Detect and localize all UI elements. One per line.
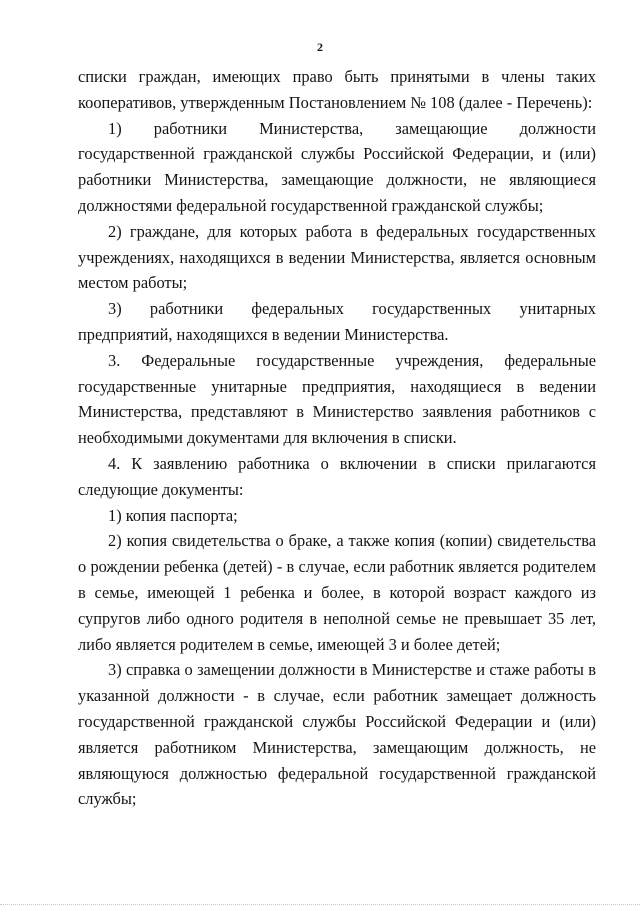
- paragraph-document-1-passport: 1) копия паспорта;: [108, 505, 238, 525]
- paragraph-document-3-reference: 3) справка о замещении должности в Министерстве и стаже работы в указанной должности - в случае, если работник замещает должность государственной гражданской службы Российской Федерации и (или) является работником Министерства, замещающим должность, не являющуюся должностью федеральной государственной гражданской службы;: [78, 660, 596, 809]
- paragraph-list-continuation: списки граждан, имеющих право быть принятыми в члены таких кооперативов, утвержденным Постановлением № 108 (далее - Перечень):: [78, 67, 596, 112]
- paragraph-item-2-institution-citizens: 2) граждане, для которых работа в федеральных государственных учреждениях, находящихся в ведении Министерства, является основным местом работы;: [78, 221, 596, 293]
- paragraph-document-2-certificates: 2) копия свидетельства о браке, а также копия (копии) свидетельства о рождении ребенка (детей) - в случае, если работник является родителем в семье, имеющей 1 ребенка и более, в которой возраст каждого из супругов либо одного родителя в неполной семье не превышает 35 лет, либо является родителем в семье, имеющей 3 и более детей;: [78, 531, 596, 654]
- document-body: [78, 64, 596, 812]
- paragraph-item-3-enterprise-workers: 3) работники федеральных государственных унитарных предприятий, находящихся в ведении Министерства.: [78, 299, 596, 344]
- paragraph-item-1-ministry-workers: 1) работники Министерства, замещающие должности государственной гражданской службы Российской Федерации, и (или) работники Министерства, замещающие должности, не являющиеся должностями федеральной государственной гражданской службы;: [78, 118, 596, 215]
- paragraph-clause-3: 3. Федеральные государственные учреждения, федеральные государственные унитарные предприятия, находящиеся в ведении Министерства, представляют в Министерство заявления работников с необходимыми документами для включения в списки.: [78, 350, 596, 448]
- page-number: 2: [317, 40, 323, 54]
- paragraph-clause-4: 4. К заявлению работника о включении в списки прилагаются следующие документы:: [78, 453, 596, 499]
- page-bottom-edge: [0, 900, 640, 905]
